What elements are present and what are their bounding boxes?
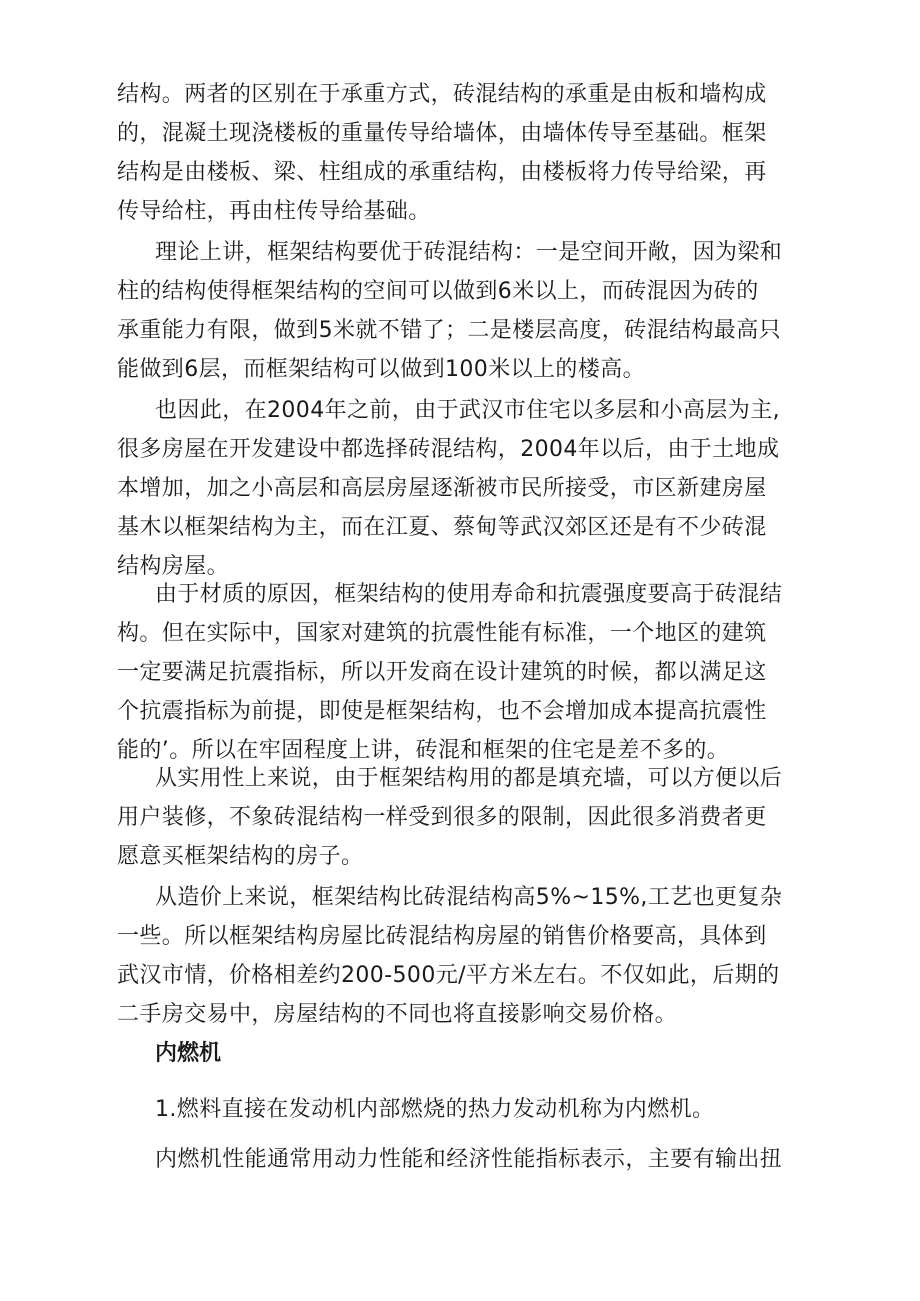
text-line: 很多房屋在开发建设中都选择砖混结构，2004年以后，由于土地成 [117,437,780,462]
text-line: 一些。所以框架结构房屋比砖混结构房屋的销售价格要高，具体到 [117,924,767,949]
numbered-item: 1.燃料直接在发动机内部燃烧的热力发动机称为内燃机。 [155,1097,715,1122]
text-line: 武汉市情，价格相差约200-500元/平方米左右。不仅如此，后期的 [117,963,780,988]
text-line: 由于材质的原因，框架结构的使用寿命和抗震强度要高于砖混结 [155,582,783,607]
text-line: 内燃机性能通常用动力性能和经济性能指标表示，主要有输出扭 [155,1147,783,1172]
text-line: 结构。两者的区别在于承重方式，砖混结构的承重是由板和墙构成 [117,82,767,107]
text-line: 结构是由楼板、梁、柱组成的承重结构，由楼板将力传导给梁，再 [117,160,767,185]
text-line: 用户装修，不象砖混结构一样受到很多的限制，因此很多消费者更 [117,805,767,830]
text-line: 结构房屋。 [117,554,230,579]
section-heading: 内燃机 [155,1041,222,1066]
text-line: 从造价上来说，框架结构比砖混结构高5%~15%,工艺也更复杂 [155,885,783,910]
text-line: 构。但在实际中，国家对建筑的抗震性能有标准，一个地区的建筑 [117,621,767,646]
text-line: 的，混凝土现浇楼板的重量传导给墙体，由墙体传导至基础。框架 [117,121,767,146]
text-line: 承重能力有限，做到5米就不错了；二是楼层高度，砖混结构最高只 [117,318,781,343]
text-line: 传导给柱，再由柱传导给基础。 [117,199,431,224]
text-line: 二手房交易中，房屋结构的不同也将直接影响交易价格。 [117,1002,678,1027]
text-line: 本增加，加之小高层和高层房屋逐渐被市民所接受，市区新建房屋 [117,476,767,501]
text-line: 能做到6层，而框架结构可以做到100米以上的楼高。 [117,357,645,382]
text-line: 基木以框架结构为主，而在江夏、蔡甸等武汉郊区还是有不少砖混 [117,515,767,540]
text-line: 柱的结构使得框架结构的空间可以做到6米以上，而砖混因为砖的 [117,279,759,304]
text-line: 愿意买框架结构的房子。 [117,844,364,869]
text-line: 个抗震指标为前提，即使是框架结构，也不会增加成本提高抗震性 [117,699,767,724]
text-line: 能的’。所以在牢固程度上讲，砖混和框架的住宅是差不多的。 [117,738,730,763]
text-line: 一定要满足抗震指标，所以开发商在设计建筑的时候，都以满足这 [117,660,767,685]
text-line: 从实用性上来说，由于框架结构用的都是填充墙，可以方便以后 [155,766,783,791]
text-line: 理论上讲，框架结构要优于砖混结构：一是空间开敞，因为梁和 [155,240,783,265]
text-line: 也因此，在2004年之前，由于武汉市住宅以多层和小高层为主, [155,398,780,423]
